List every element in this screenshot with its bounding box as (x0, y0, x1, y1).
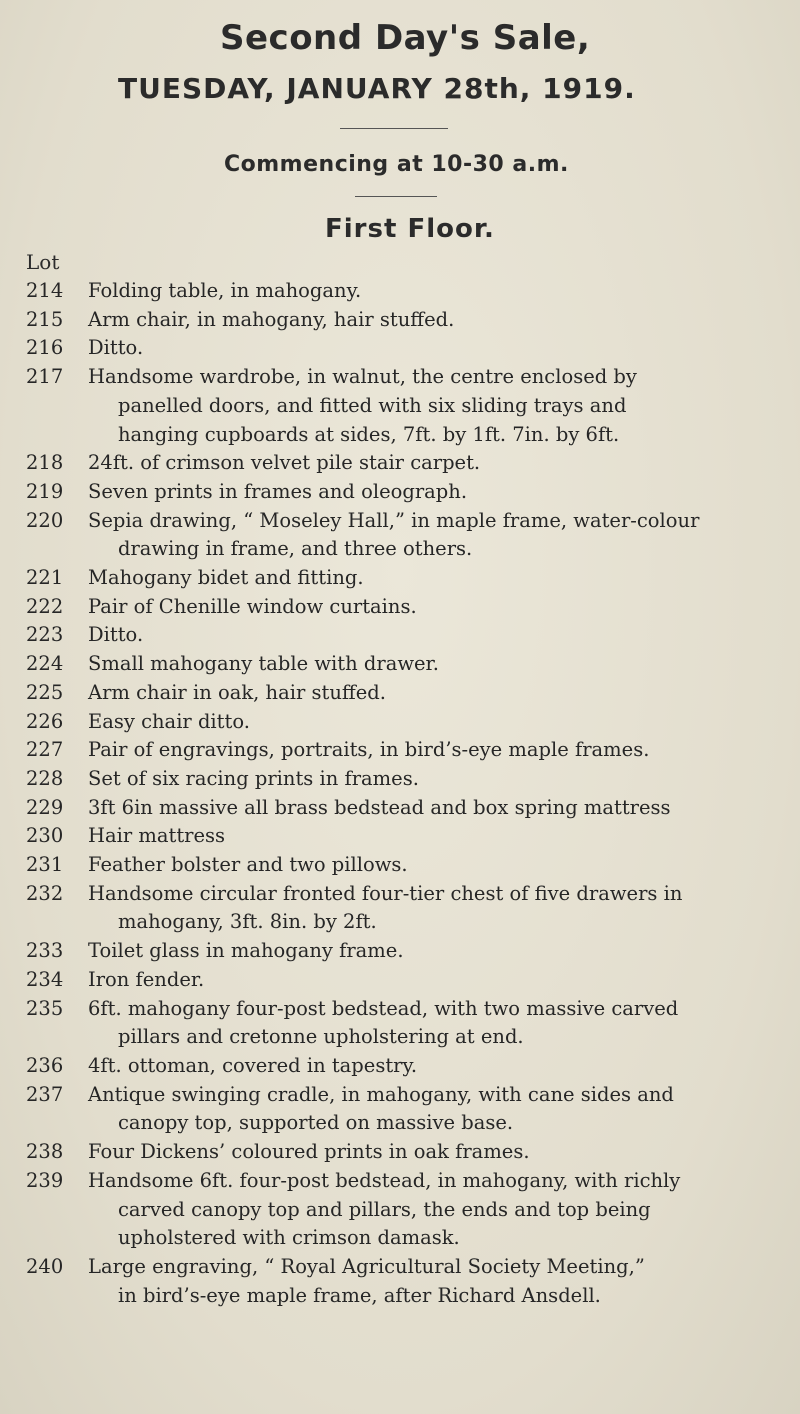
floor-heading: First Floor. (325, 214, 495, 244)
lot-description-line: Toilet glass in mahogany frame. (88, 939, 404, 963)
lot-number: 239 (26, 1168, 64, 1192)
lot-number: 217 (26, 365, 64, 389)
lot-number: 218 (26, 451, 64, 475)
lot-description (88, 822, 786, 851)
lot-number: 234 (26, 967, 64, 991)
lot-entry (26, 593, 786, 622)
lot-number: 222 (26, 594, 64, 618)
lot-number: 214 (26, 279, 64, 302)
lot-number: 236 (26, 1053, 64, 1077)
lot-description-line: mahogany, 3ft. 8in. by 2ft. (118, 910, 377, 934)
lot-number: 229 (26, 795, 64, 819)
lot-entry (26, 851, 786, 880)
lot-entry (26, 507, 786, 564)
lot-description-line: carved canopy top and pillars, the ends and top being (118, 1197, 651, 1221)
lot-description-line: 4ft. ottoman, covered in tapestry. (88, 1053, 418, 1077)
lot-description-line: Large engraving, “ Royal Agricultural Society Meeting,” (88, 1254, 645, 1278)
divider-rule (340, 128, 448, 129)
lot-description-line: Pair of Chenille window curtains. (88, 594, 417, 618)
lot-number: 235 (26, 996, 64, 1020)
lot-description (88, 564, 786, 593)
lot-entry (26, 1081, 786, 1138)
lot-description-line: pillars and cretonne upholstering at end. (118, 1025, 524, 1049)
lot-number: 215 (26, 307, 64, 331)
lot-entry (26, 736, 786, 765)
lot-description-line: upholstered with crimson damask. (118, 1226, 460, 1250)
lot-entry (26, 880, 786, 937)
lot-number: 223 (26, 623, 64, 647)
lot-number: 240 (26, 1254, 64, 1278)
sale-title: Second Day's Sale, (220, 18, 591, 58)
lot-entry (26, 306, 786, 335)
lot-description-line: canopy top, supported on massive base. (118, 1111, 514, 1135)
lot-entry (26, 621, 786, 650)
lot-description-line: Antique swinging cradle, in mahogany, with cane sides and (88, 1082, 674, 1106)
lot-description-line: Ditto. (88, 336, 144, 360)
lot-list (26, 277, 786, 1310)
lot-description (88, 277, 786, 306)
lot-description-line: 6ft. mahogany four-post bedstead, with two massive carved (88, 996, 679, 1020)
lot-entry (26, 650, 786, 679)
lot-number: 220 (26, 508, 64, 532)
lot-description (88, 1081, 786, 1138)
lot-entry (26, 277, 786, 306)
lot-entry (26, 966, 786, 995)
lot-entry (26, 449, 786, 478)
lot-description-line: 24ft. of crimson velvet pile stair carpet. (88, 451, 481, 475)
lot-number: 219 (26, 479, 64, 503)
lot-description-line: panelled doors, and fitted with six sliding trays and (118, 393, 627, 417)
lot-number: 233 (26, 939, 64, 963)
lot-description-line: Small mahogany table with drawer. (88, 652, 439, 676)
lot-description-line: Pair of engravings, portraits, in bird’s-eye maple frames. (88, 738, 650, 762)
lot-entry (26, 1167, 786, 1253)
lot-description-line: Hair mattress (88, 824, 226, 848)
lot-description-line: drawing in frame, and three others. (118, 537, 473, 561)
lot-description (88, 478, 786, 507)
lot-description-line: Feather bolster and two pillows. (88, 853, 408, 877)
lot-description (88, 880, 786, 937)
lot-description-line: Arm chair, in mahogany, hair stuffed. (88, 307, 455, 331)
divider-rule (355, 196, 437, 197)
lot-description-line: Mahogany bidet and fitting. (88, 566, 364, 590)
lot-number: 231 (26, 853, 64, 877)
lot-description (88, 593, 786, 622)
lot-description (88, 708, 786, 737)
lot-description-line: Handsome 6ft. four-post bedstead, in mahogany, with richly (88, 1168, 681, 1192)
lot-description-line: Iron fender. (88, 967, 205, 991)
lot-number: 230 (26, 824, 64, 848)
lot-entry (26, 478, 786, 507)
lot-number: 216 (26, 336, 64, 360)
lot-description-line: Arm chair in oak, hair stuffed. (88, 680, 386, 704)
lot-number: 228 (26, 766, 64, 790)
lot-description (88, 507, 786, 564)
lot-description-line: Seven prints in frames and oleograph. (88, 479, 468, 503)
lot-number: 232 (26, 881, 64, 905)
lot-description (88, 937, 786, 966)
lot-entry (26, 679, 786, 708)
lot-description (88, 334, 786, 363)
lot-description-line: in bird’s-eye maple frame, after Richard Ansdell. (118, 1283, 601, 1307)
lot-description (88, 621, 786, 650)
lot-number: 237 (26, 1082, 64, 1106)
lot-number: 227 (26, 738, 64, 762)
lot-description-line: 3ft 6in massive all brass bedstead and box spring mattress (88, 795, 671, 819)
lot-number: 221 (26, 566, 64, 590)
lot-description (88, 1253, 786, 1310)
lot-description-line: Folding table, in mahogany. (88, 279, 362, 302)
lot-entry (26, 765, 786, 794)
lot-entry (26, 708, 786, 737)
lot-entry (26, 937, 786, 966)
lot-description (88, 1052, 786, 1081)
lot-description-line: Easy chair ditto. (88, 709, 250, 733)
lot-description (88, 966, 786, 995)
lot-number: 238 (26, 1140, 64, 1164)
lot-entry (26, 363, 786, 449)
lot-description-line: Set of six racing prints in frames. (88, 766, 419, 790)
lot-entry (26, 995, 786, 1052)
lot-description-line: Handsome circular fronted four-tier chest of five drawers in (88, 881, 683, 905)
lot-description-line: Ditto. (88, 623, 144, 647)
lot-description-line: Sepia drawing, “ Moseley Hall,” in maple frame, water-colour (88, 508, 700, 532)
lot-description (88, 363, 786, 449)
lot-description (88, 765, 786, 794)
sale-date: TUESDAY, JANUARY 28th, 1919. (118, 72, 636, 105)
lot-entry (26, 1253, 786, 1310)
lot-number: 225 (26, 680, 64, 704)
lot-description-line: Handsome wardrobe, in walnut, the centre enclosed by (88, 365, 637, 389)
lot-number: 226 (26, 709, 64, 733)
lot-entry (26, 1052, 786, 1081)
lot-description (88, 1138, 786, 1167)
lot-description-line: Four Dickens’ coloured prints in oak frames. (88, 1140, 530, 1164)
lot-description (88, 306, 786, 335)
lot-description (88, 995, 786, 1052)
lot-description-line: hanging cupboards at sides, 7ft. by 1ft. 7in. by 6ft. (118, 422, 620, 446)
lot-description (88, 650, 786, 679)
lot-description (88, 1167, 786, 1253)
lot-column-label: Lot (26, 250, 60, 274)
lot-entry (26, 794, 786, 823)
lot-description (88, 794, 786, 823)
lot-description (88, 851, 786, 880)
lot-description (88, 679, 786, 708)
lot-entry (26, 822, 786, 851)
lot-description (88, 736, 786, 765)
lot-number: 224 (26, 652, 64, 676)
sale-start-time: Commencing at 10-30 a.m. (224, 152, 569, 177)
lot-description (88, 449, 786, 478)
lot-entry (26, 1138, 786, 1167)
lot-entry (26, 564, 786, 593)
lot-entry (26, 334, 786, 363)
